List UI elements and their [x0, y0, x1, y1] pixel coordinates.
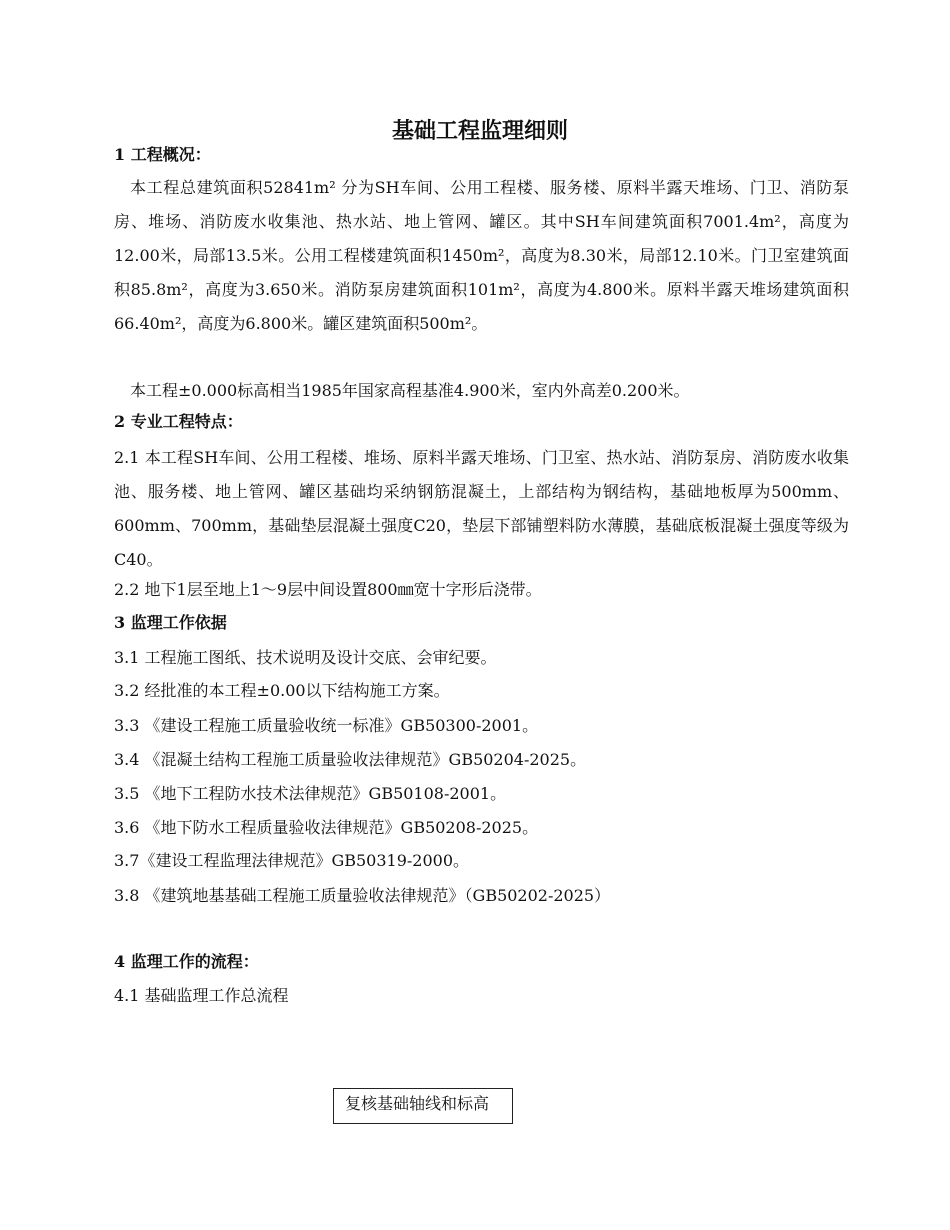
list-item: 3.4 《混凝土结构工程施工质量验收法律规范》GB50204-2025。: [114, 750, 587, 769]
list-item: 3.5 《地下工程防水技术法律规范》GB50108-2001。: [114, 784, 507, 803]
paragraph: 2.2 地下1层至地上1～9层中间设置800㎜宽十字形后浇带。: [114, 580, 542, 599]
document-title: 基础工程监理细则: [391, 119, 568, 144]
list-item: 3.7《建设工程监理法律规范》GB50319-2000。: [114, 851, 470, 870]
paragraph: 本工程±0.000标高相当1985年国家高程基准4.900米，室内外高差0.200米。: [130, 381, 690, 400]
section-heading: 1 工程概况：: [114, 145, 211, 164]
flowchart-step-label: 复核基础轴线和标高: [345, 1094, 490, 1113]
section-heading: 3 监理工作依据: [114, 613, 227, 632]
section-heading: 2 专业工程特点：: [114, 412, 243, 431]
list-item: 3.3 《建设工程施工质量验收统一标准》GB50300-2001。: [114, 716, 539, 735]
list-item: 3.2 经批准的本工程±0.00以下结构施工方案。: [114, 681, 450, 700]
section-heading: 4 监理工作的流程：: [114, 952, 259, 971]
list-item: 3.1 工程施工图纸、技术说明及设计交底、会审纪要。: [114, 648, 497, 667]
list-item: 3.6 《地下防水工程质量验收法律规范》GB50208-2025。: [114, 818, 539, 837]
flowchart-step-box: [333, 1088, 513, 1124]
list-item: 3.8 《建筑地基基础工程施工质量验收法律规范》（GB50202-2025）: [114, 886, 611, 905]
paragraph: 本工程总建筑面积52841m² 分为SH车间、公用工程楼、服务楼、原料半露天堆场、门卫、消防泵房、堆场、消防废水收集池、热水站、地上管网、罐区。其中SH车间建筑面积7001.4m²，高度为12.00米，局部13.5米。公用工程楼建筑面积1450m²，高度为8.30米，局部12.10米。门卫室建筑面积85.8m²，高度为3.650米。消防泵房建筑面积101m²，高度为4.800米。原料半露天堆场建筑面积66.40m²，高度为6.800米。罐区建筑面积500m²。: [114, 178, 849, 333]
list-item: 4.1 基础监理工作总流程: [114, 986, 289, 1005]
paragraph: 2.1 本工程SH车间、公用工程楼、堆场、原料半露天堆场、门卫室、热水站、消防泵房、消防废水收集池、服务楼、地上管网、罐区基础均采纳钢筋混凝土，上部结构为钢结构，基础地板厚为500mm、600mm、700mm，基础垫层混凝土强度C20，垫层下部铺塑料防水薄膜，基础底板混凝土强度等级为C40。: [114, 448, 849, 569]
